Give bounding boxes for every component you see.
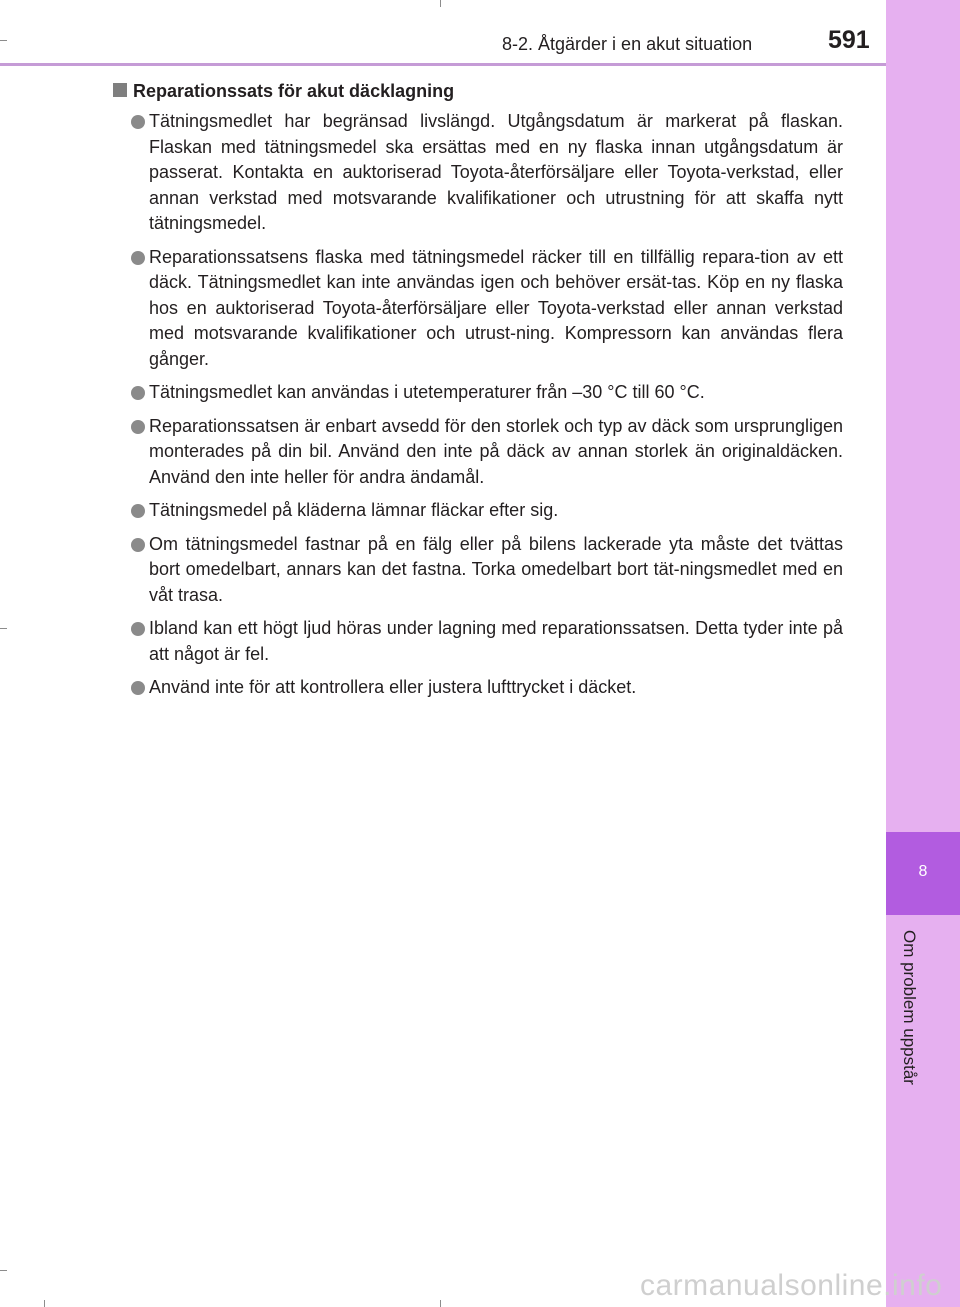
- circle-bullet-icon: [131, 681, 145, 695]
- circle-bullet-icon: [131, 115, 145, 129]
- header-rule: [0, 63, 886, 66]
- list-item-text: Reparationssatsen är enbart avsedd för den storlek och typ av däck som ursprungligen monterades på din bil. Använd den inte på däck av annan storlek än originaldäcken. Använd den inte heller för andra ändamål.: [149, 415, 843, 487]
- list-item: [113, 498, 843, 524]
- crop-mark-top-center: [440, 0, 441, 7]
- watermark: carmanualsonline.info: [640, 1269, 943, 1302]
- circle-bullet-icon: [131, 386, 145, 400]
- list-item: [113, 380, 843, 406]
- list-item: [113, 245, 843, 373]
- block-heading-text: Reparationssats för akut däcklagning: [133, 81, 455, 101]
- section-title: 8-2. Åtgärder i en akut situation: [502, 34, 753, 54]
- bullet-list: [113, 109, 843, 701]
- crop-mark-left-mid: [0, 628, 7, 629]
- crop-mark-bottom-left: [44, 1300, 45, 1307]
- circle-bullet-icon: [131, 420, 145, 434]
- page-number: 591: [828, 26, 870, 54]
- chapter-tab: [886, 832, 960, 915]
- chapter-label: Om problem uppstår: [900, 930, 919, 1085]
- block-heading: [113, 79, 843, 103]
- square-bullet-icon: [113, 83, 127, 97]
- crop-mark-top-left: [0, 40, 7, 41]
- crop-mark-left-bottom: [0, 1270, 7, 1271]
- chapter-number: 8: [918, 863, 928, 880]
- list-item-text: Reparationssatsens flaska med tätningsmedel räcker till en tillfällig repara-tion av ett däck. Tätningsmedlet kan inte användas igen och behöver ersät-tas. Köp en ny flaska hos en auktoriserad Toyota-återförsäljare eller Toyota-verkstad eller annan verkstad med motsvarande kvalifikationer och utrust-ning. Kompressorn kan användas flera gånger.: [149, 246, 843, 369]
- circle-bullet-icon: [131, 622, 145, 636]
- list-item: [113, 414, 843, 491]
- crop-mark-bottom-center: [440, 1300, 441, 1307]
- circle-bullet-icon: [131, 504, 145, 518]
- main-content: [113, 79, 843, 709]
- list-item: [113, 675, 843, 701]
- circle-bullet-icon: [131, 251, 145, 265]
- list-item-text: Om tätningsmedel fastnar på en fälg eller på bilens lackerade yta måste det tvättas bort omedelbart, annars kan det fastna. Torka omedelbart bort tät-ningsmedlet med en våt trasa.: [149, 533, 843, 605]
- list-item: [113, 109, 843, 237]
- list-item: [113, 616, 843, 667]
- list-item-text: Tätningsmedlet kan användas i utetemperaturer från –30 °C till 60 °C.: [149, 382, 705, 402]
- circle-bullet-icon: [131, 538, 145, 552]
- list-item: [113, 532, 843, 609]
- list-item-text: Tätningsmedel på kläderna lämnar fläckar efter sig.: [149, 500, 559, 520]
- list-item-text: Använd inte för att kontrollera eller justera lufttrycket i däcket.: [149, 677, 637, 697]
- list-item-text: Tätningsmedlet har begränsad livslängd. Utgångsdatum är markerat på flaskan. Flaskan med tätningsmedel ska ersättas med en ny flaska innan utgångsdatum är passerat. Kontakta en auktoriserad Toyota-återförsäljare eller Toyota-verkstad, eller annan verkstad med motsvarande kvalifikationer och utrustning för att skaffa nytt tätningsmedel.: [149, 111, 843, 233]
- list-item-text: Ibland kan ett högt ljud höras under lagning med reparationssatsen. Detta tyder inte på att något är fel.: [149, 618, 843, 664]
